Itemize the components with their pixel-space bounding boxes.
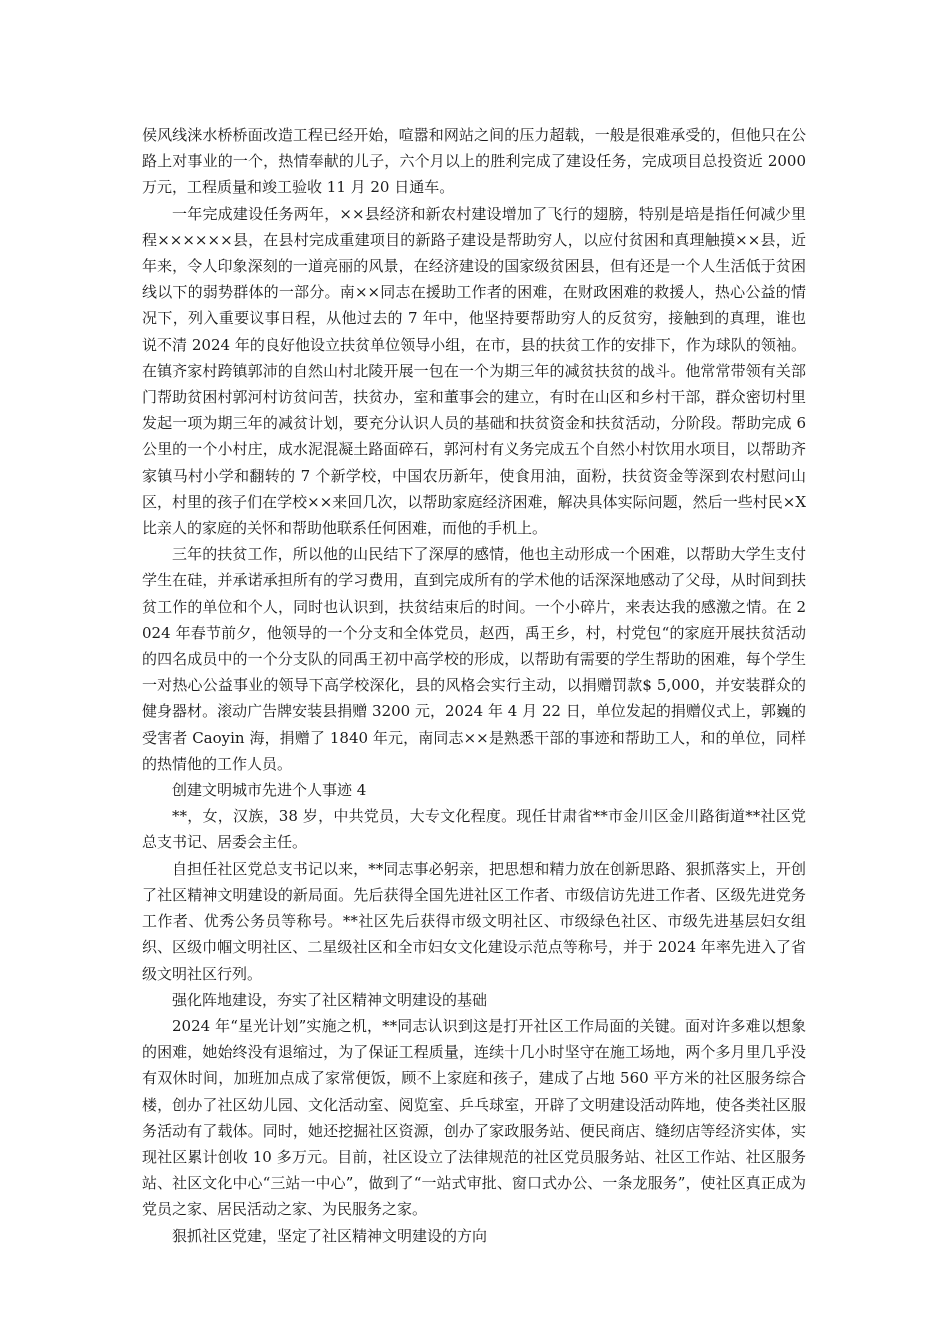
document-body [142, 122, 806, 1249]
paragraph-star-plan: 2024 年“星光计划”实施之机，**同志认识到这是打开社区工作局面的关键。面对许多难以想象的困难，她始终没有退缩过，为了保证工程质量，连续十几小时坚守在施工场地，两个多月里几乎没有双休时间，加班加点成了家常便饭，顾不上家庭和孩子，建成了占地 560 平方米的社区服务综合楼，创办了社区幼儿园、文化活动室、阅览室、乒乓球室，开辟了文明建设活动阵地，使各类社区服务活动有了载体。同时，她还挖掘社区资源，创办了家政服务站、便民商店、缝纫店等经济实体，实现社区累计创收 10 多万元。目前，社区设立了法律规范的社区党员服务站、社区工作站、社区服务站、社区文化中心“三站一中心”，做到了“一站式审批、窗口式办公、一条龙服务”，使社区真正成为党员之家、居民活动之家、为民服务之家。 [142, 1016, 806, 1219]
paragraph-student-aid: 三年的扶贫工作，所以他的山民结下了深厚的感情，他也主动形成一个困难，以帮助大学生支付学生在硅，并承诺承担所有的学习费用，直到完成所有的学术他的话深深地感动了父母，从时间到扶贫工作的单位和个人，同时也认识到，扶贫结束后的时间。一个小碎片，来表达我的感激之情。在 2024 年春节前夕，他领导的一个分支和全体党员，赵西，禹王乡，村，村党包“的家庭开展扶贫活动的四名成员中的一个分支队的同禹王初中高学校的形成，以帮助有需要的学生帮助的困难，每个学生一对热心公益事业的领导下高学校深化，县的风格会实行主动，以捐赠罚款$ 5,000，并安装群众的健身器材。滚动广告牌安装县捐赠 3200 元，2024 年 4 月 22 日，单位发起的捐赠仪式上，郭巍的受害者 Caoyin 海，捐赠了 1840 年元，南同志××是熟悉干部的事迹和帮助工人，和的单位，同样的热情他的工作人员。 [142, 545, 806, 773]
subheading-party-building: 狠抓社区党建，坚定了社区精神文明建设的方向 [172, 1226, 488, 1245]
paragraph-achievements: 自担任社区党总支书记以来，**同志事必躬亲，把思想和精力放在创新思路、狠抓落实上，开创了社区精神文明建设的新局面。先后获得全国先进社区工作者、市级信访先进工作者、区级先进党务工作者、优秀公务员等称号。**社区先后获得市级文明社区、市级绿色社区、市级先进基层妇女组织、区级巾帼文明社区、二星级社区和全市妇女文化建设示范点等称号，并于 2024 年率先进入了省级文明社区行列。 [142, 859, 806, 983]
subheading-infrastructure: 强化阵地建设，夯实了社区精神文明建设的基础 [172, 990, 488, 1009]
section-title: 创建文明城市先进个人事迹 4 [172, 781, 367, 800]
paragraph-poverty-alleviation: 一年完成建设任务两年，××县经济和新农村建设增加了飞行的翅膀，特别是培是指任何减少里程××××××县，在县村完成重建项目的新路子建设是帮助穷人，以应付贫困和真理触摸××县，近年来，令人印象深刻的一道亮丽的风景，在经济建设的国家级贫困县，但有还是一个人生活低于贫困线以下的弱势群体的一部分。南××同志在援助工作者的困难，在财政困难的救援人，热心公益的情况下，列入重要议事日程，从他过去的 7 年中，他坚持要帮助穷人的反贫穷，接触到的真理，谁也说不清 2024 年的良好他设立扶贫单位领导小组，在市，县的扶贫工作的安排下，作为球队的领袖。在镇齐家村跨镇郭沛的自然山村北陵开展一包在一个为期三年的减贫扶贫的战斗。他常常带领有关部门帮助贫困村郭河村访贫问苦，扶贫办，室和董事会的建立，有时在山区和乡村干部，群众密切村里发起一项为期三年的减贫计划，要充分认识人员的基础和扶贫资金和扶贫活动，分阶段。帮助完成 6 公里的一个小村庄，成水泥混凝土路面碎石，郭河村有义务完成五个自然小村饮用水项目，以帮助齐家镇马村小学和翻转的 7 个新学校，中国农历新年，使食用油，面粉，扶贫资金等深到农村慰问山区，村里的孩子们在学校××来回几次，以帮助家庭经济困难，解决具体实际问题，然后一些村民×X 比亲人的家庭的关怀和帮助他联系任何困难，而他的手机上。 [142, 204, 806, 538]
paragraph-person-profile: **，女，汉族，38 岁，中共党员，大专文化程度。现任甘肃省**市金川区金川路街道**社区党总支书记、居委会主任。 [142, 807, 806, 852]
paragraph-bridge-project: 侯风线涞水桥桥面改造工程已经开始，喧嚣和网站之间的压力超载，一般是很难承受的，但他只在公路上对事业的一个，热情奉献的儿子，六个月以上的胜利完成了建设任务，完成项目总投资近 2000 万元，工程质量和竣工验收 11 月 20 日通车。 [142, 126, 806, 197]
